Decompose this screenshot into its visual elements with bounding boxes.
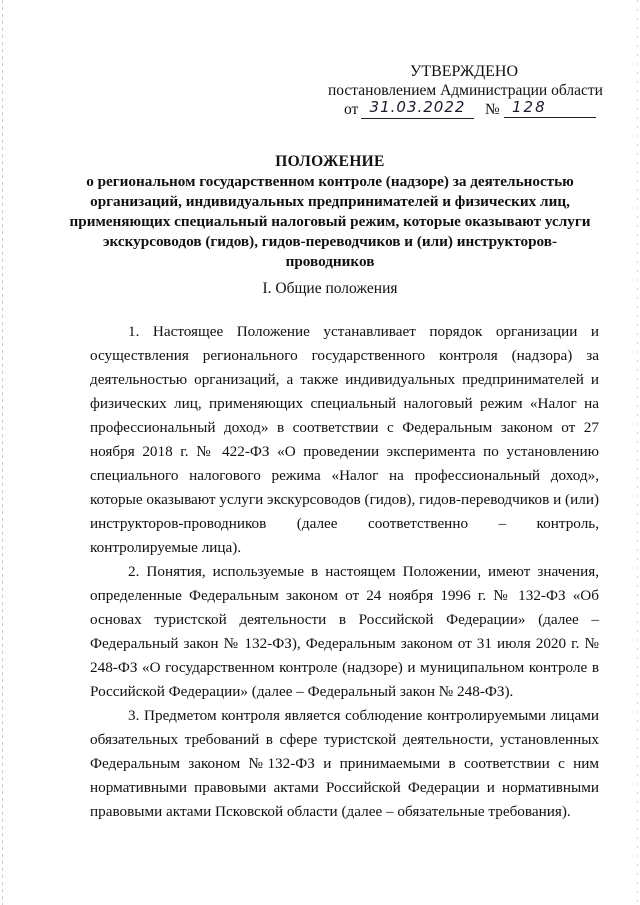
handwritten-number: 128: [504, 98, 596, 118]
handwritten-date: 31.03.2022: [361, 98, 474, 119]
paragraph-3: 3. Предметом контроля является соблюдение контролируемыми лицами обязательных требований в сфере туристской деятельности, установленных Федеральным законом №132-ФЗ и принимаемыми в соответствии с ним нормативными правовыми актами Российской Федерации и нормативными правовыми актами Псковской области (далее – обязательные требования).: [90, 707, 599, 820]
approval-reference: [344, 98, 614, 120]
paragraph-1: 1. Настоящее Положение устанавливает порядок организации и осуществления регионального государственного контроля (надзора) за деятельностью организаций, а также индивидуальных предпринимателей и физических лиц, применяющих специальный налоговый режим «Налог на профессиональный доход» в соответствии с Федеральным законом от 27 ноября 2018 г. № 422-ФЗ «О проведении эксперимента по установлению специального налогового режима «Налог на профессиональный доход», которые оказывают услуги экскурсоводов (гидов), гидов-переводчиков и (или) инструкторов-проводников (далее соответственно – контроль, контролируемые лица).: [90, 323, 599, 556]
document-title: [60, 152, 600, 272]
approval-issuer-line: постановлением Администрации области: [328, 82, 603, 99]
scan-edge-left: [2, 0, 3, 905]
scan-edge-right: [637, 0, 638, 905]
approval-title: УТВЕРЖДЕНО: [410, 63, 519, 80]
paragraph-2: 2. Понятия, используемые в настоящем Положении, имеют значения, определенные Федеральным законом от 24 ноября 1996 г. № 132-ФЗ «Об основах туристской деятельности в Российской Федерации» (далее – Федеральный закон № 132-ФЗ), Федеральным законом от 31 июля 2020 г. № 248-ФЗ «О государственном контроле (надзоре) и муниципальном контроле в Российской Федерации» (далее – Федеральный закон № 248-ФЗ).: [90, 563, 599, 700]
document-kind: ПОЛОЖЕНИЕ: [275, 153, 385, 170]
document-body: [90, 320, 599, 824]
document-subject: о региональном государственном контроле (надзоре) за деятельностью организаций, индивидуальных предпринимателей и физических лиц, применяющих специальный налоговый режим, которые оказывают услуги экскурсоводов (гидов), гидов-переводчиков и (или) инструкторов-проводников: [69, 173, 591, 270]
number-prefix: №: [485, 101, 500, 118]
section-heading: I. Общие положения: [262, 280, 398, 297]
date-prefix: от: [344, 101, 359, 118]
